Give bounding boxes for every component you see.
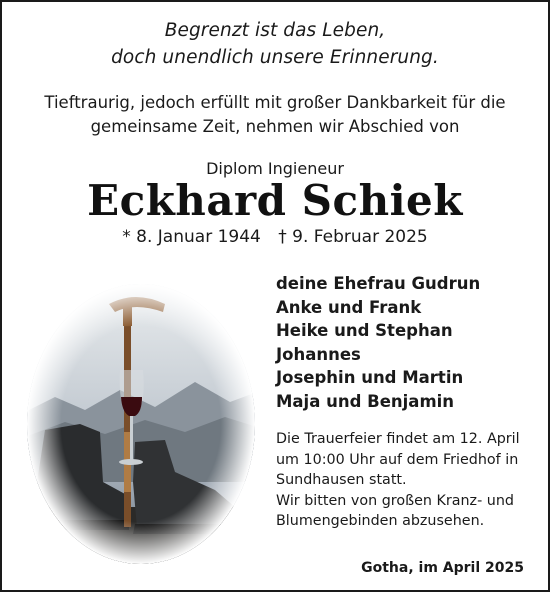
mourner-item: deine Ehefrau Gudrun	[276, 274, 481, 293]
birth-date: * 8. Januar 1944	[122, 227, 261, 247]
deceased-name: Eckhard Schiek	[87, 176, 463, 225]
intro-line-1: Tieftraurig, jedoch erfüllt mit großer Dankbarkeit für die	[44, 93, 506, 112]
mourner-item: Anke und Frank	[276, 297, 422, 317]
mourners-list	[276, 272, 536, 414]
mourner-item: Heike und Stephan	[276, 321, 453, 341]
info-line: Die Trauerfeier findet am 12. April	[276, 431, 520, 447]
funeral-info	[276, 429, 542, 532]
hiking-boots-photo-icon	[25, 282, 257, 567]
info-line: Blumengebinden abzusehen.	[276, 513, 485, 529]
place-date-signoff: Gotha, im April 2025	[361, 560, 524, 576]
info-line: um 10:00 Uhr auf dem Friedhof in	[276, 451, 519, 468]
academic-title: Diplom Ingieneur	[206, 159, 344, 178]
life-dates	[2, 227, 548, 247]
death-date: † 9. Februar 2025	[278, 227, 428, 247]
memorial-photo	[25, 282, 257, 571]
info-line: Sundhausen statt.	[276, 472, 407, 488]
mourner-item: Johannes	[276, 344, 361, 364]
mourner-item: Maja und Benjamin	[276, 391, 455, 411]
motto-line-2: doch unendlich unsere Erinnerung.	[111, 47, 439, 68]
mourner-item: Josephin und Martin	[276, 368, 464, 388]
motto-line-1: Begrenzt ist das Leben,	[164, 20, 386, 41]
info-line: Wir bitten von großen Kranz- und	[276, 492, 514, 509]
intro-line-2: gemeinsame Zeit, nehmen wir Abschied von	[90, 117, 460, 136]
